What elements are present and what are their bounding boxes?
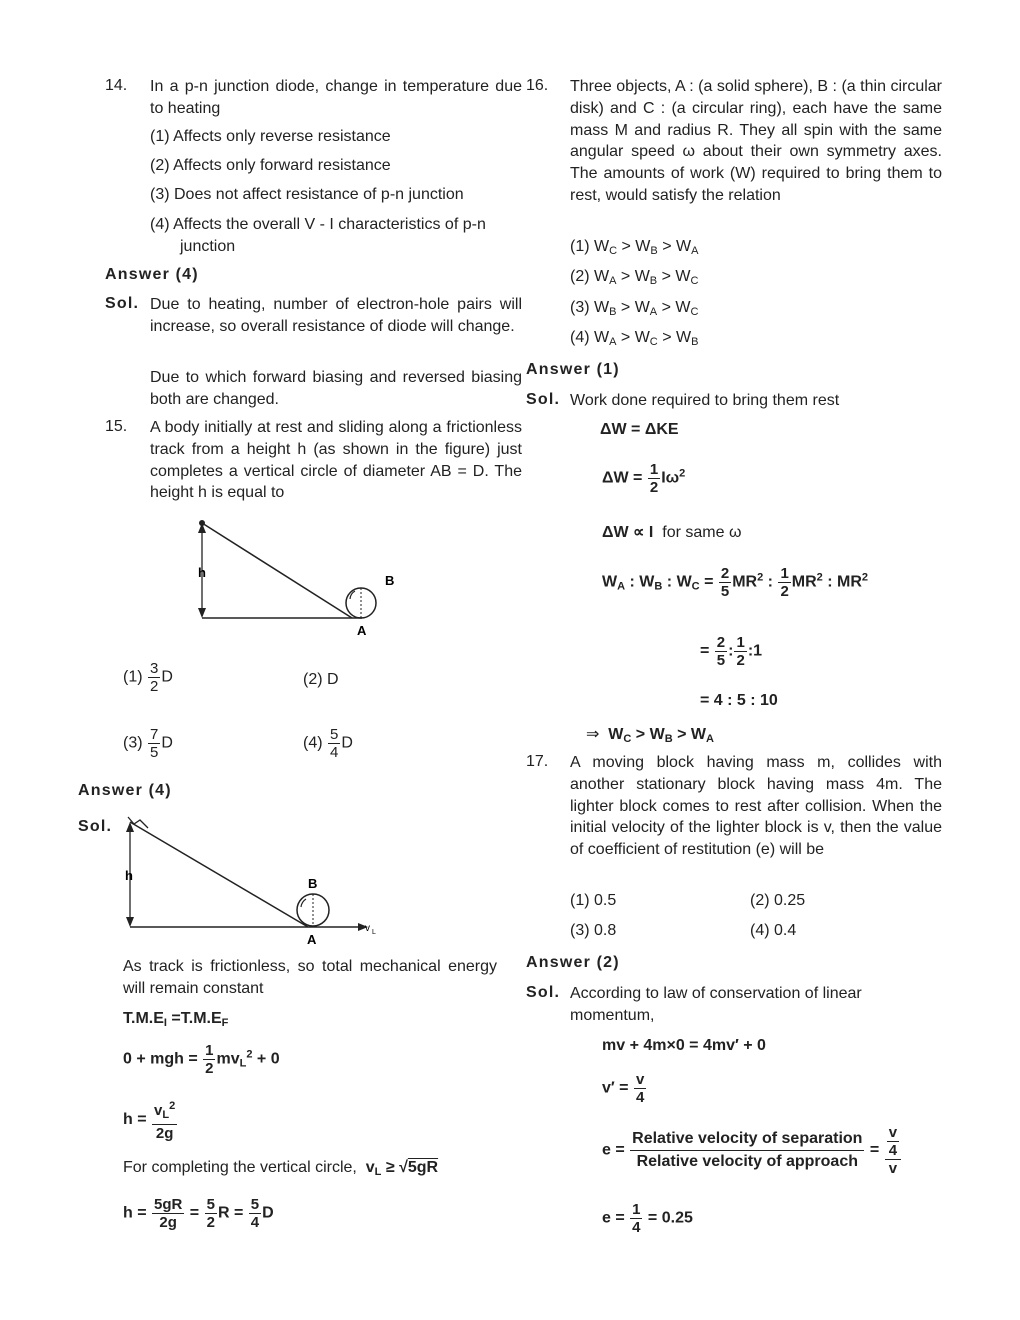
q15-eq-tme: $T.M.E_I =T.M.E_F$	[123, 1010, 229, 1029]
q17-text: A moving block having mass m, collides with another stationary block having mass 4m. The lighter block comes to rest after collision. When the initial velocity of the lighter block is v, then the value of coefficient of restitution (e) will be	[570, 754, 942, 859]
q17-option-4: (4) 0.4	[750, 922, 797, 939]
q16-eq-conclusion: ⇒ $W_C > W_B > W_A$	[586, 726, 714, 745]
q17-eq-vprime: v′ = $\frac{v}{4}$	[602, 1071, 645, 1106]
body-dot	[199, 520, 205, 526]
q14-option-3: (3) Does not affect resistance of p-n junction	[150, 186, 464, 203]
fig-label-h: h	[198, 565, 206, 580]
q15-text: A body initially at rest and sliding along a frictionless track from a height h (as shown in the figure) just completes a vertical circle of diameter AB = D. The height h is equal to	[150, 419, 522, 502]
q15-track-figure	[190, 515, 410, 640]
q16-option-3: (3) $W_B > W_A > W_C$	[570, 299, 699, 318]
q14-sol-p2: Due to which forward biasing and reversed biasing both are changed.	[150, 369, 522, 408]
sol-fig-label-b: B	[308, 876, 318, 891]
q16-eq-dw-dke: ΔW = ΔKE	[600, 421, 679, 438]
q16-eq-proportional: ΔW ∝ I for same ω	[602, 524, 742, 541]
q17-option-2: (2) 0.25	[750, 892, 806, 909]
q17-eq-result: e = $\frac{1}{4}$ = 0.25	[602, 1201, 693, 1236]
q17-eq-momentum: mv + 4m×0 = 4mv′ + 0	[602, 1037, 766, 1054]
q15-eq-energy: 0 + mgh = $\frac{1}{2}$ $mv_L^2 + 0$	[123, 1042, 280, 1077]
q14-option-4: (4) Affects the overall V - I characteristics of p-n junction	[150, 216, 486, 255]
q14-answer: Answer (4)	[105, 266, 199, 283]
q15-sol-label: Sol.	[78, 818, 113, 835]
fig-label-b: B	[385, 573, 395, 588]
q16-sol-label: Sol.	[526, 391, 561, 408]
q14-sol-p1: Due to heating, number of electron-hole pairs will increase, so overall resistance of diode will change.	[150, 296, 522, 335]
q16-option-2: (2) $W_A > W_B > W_C$	[570, 268, 699, 287]
q14-text: In a p-n junction diode, change in temperature due to heating	[150, 78, 522, 117]
q17-option-1: (1) 0.5	[570, 892, 617, 909]
sol-fig-label-vl: v	[365, 923, 370, 934]
q17-answer: Answer (2)	[526, 954, 620, 971]
q15-option-2: (2) D	[303, 671, 339, 688]
q16-eq-ratio-final: = 4 : 5 : 10	[700, 692, 778, 709]
q17-option-3: (3) 0.8	[570, 922, 617, 939]
sol-fig-label-h: h	[125, 868, 133, 883]
q15-eq-circle: For completing the vertical circle, $v_L \ge √5gR$	[123, 1159, 439, 1178]
q15-eq-h: h = $\frac{v_L^2}{2g}$	[123, 1100, 176, 1142]
q14-sol-label: Sol.	[105, 295, 140, 312]
q15-option-1: (1) $\frac{3}{2}$ D	[123, 660, 173, 695]
q14-option-2: (2) Affects only forward resistance	[150, 157, 391, 174]
sol-fig-label-a: A	[307, 932, 317, 947]
svg-text:L: L	[372, 929, 376, 936]
q15-option-3: (3) $\frac{7}{5}$ D	[123, 726, 173, 761]
q16-text: Three objects, A : (a solid sphere), B : (a thin circular disk) and C : (a circular ring), each have the same mass M and radius R. They all spin with the same angular speed ω about their own symmetry axes. The amounts of work (W) required to bring them to rest, would satisfy the relation	[570, 78, 942, 204]
q15-option-4: (4) $\frac{5}{4}$ D	[303, 726, 353, 761]
q16-eq-work: ΔW = $\frac{1}{2}$ $I\omega^2$	[602, 461, 686, 496]
q15-number: 15.	[105, 418, 128, 435]
q15-sol-text: As track is frictionless, so total mechanical energy will remain constant	[123, 958, 497, 997]
q17-eq-restitution: e = $\frac{\text{Relative velocity of separation}}{\text{Relative velocity of approach}}$ = $\frac{\frac{v}{4}}{v}$	[602, 1124, 902, 1177]
q15-solution-figure	[118, 812, 388, 952]
track-incline	[202, 523, 352, 618]
q16-answer: Answer (1)	[526, 361, 620, 378]
q15-answer: Answer (4)	[78, 782, 172, 799]
q17-sol-label: Sol.	[526, 984, 561, 1001]
q15-eq-result: h = $\frac{5gR}{2g}$ = $\frac{5}{2}$ R = $\frac{5}{4}$ D	[123, 1196, 274, 1231]
q16-option-4: (4) $W_A > W_C > W_B$	[570, 329, 699, 348]
fig-label-a: A	[357, 623, 367, 638]
q14-option-1: (1) Affects only reverse resistance	[150, 128, 391, 145]
q16-number: 16.	[526, 77, 549, 94]
q17-number: 17.	[526, 753, 549, 770]
q16-eq-ratio-simplified: = $\frac{2}{5}$ : $\frac{1}{2}$ :1	[700, 634, 763, 669]
q14-number: 14.	[105, 77, 128, 94]
q17-sol-text: According to law of conservation of linear momentum,	[570, 985, 862, 1024]
q16-sol-text: Work done required to bring them rest	[570, 392, 840, 409]
q16-eq-ratio: $W_A$ : $W_B$ : $W_C$ = $\frac{2}{5}$ $MR^2$ : $\frac{1}{2}$ $MR^2$ : $MR^2$	[602, 565, 869, 600]
q16-option-1: (1) $W_C > W_B > W_A$	[570, 238, 699, 257]
